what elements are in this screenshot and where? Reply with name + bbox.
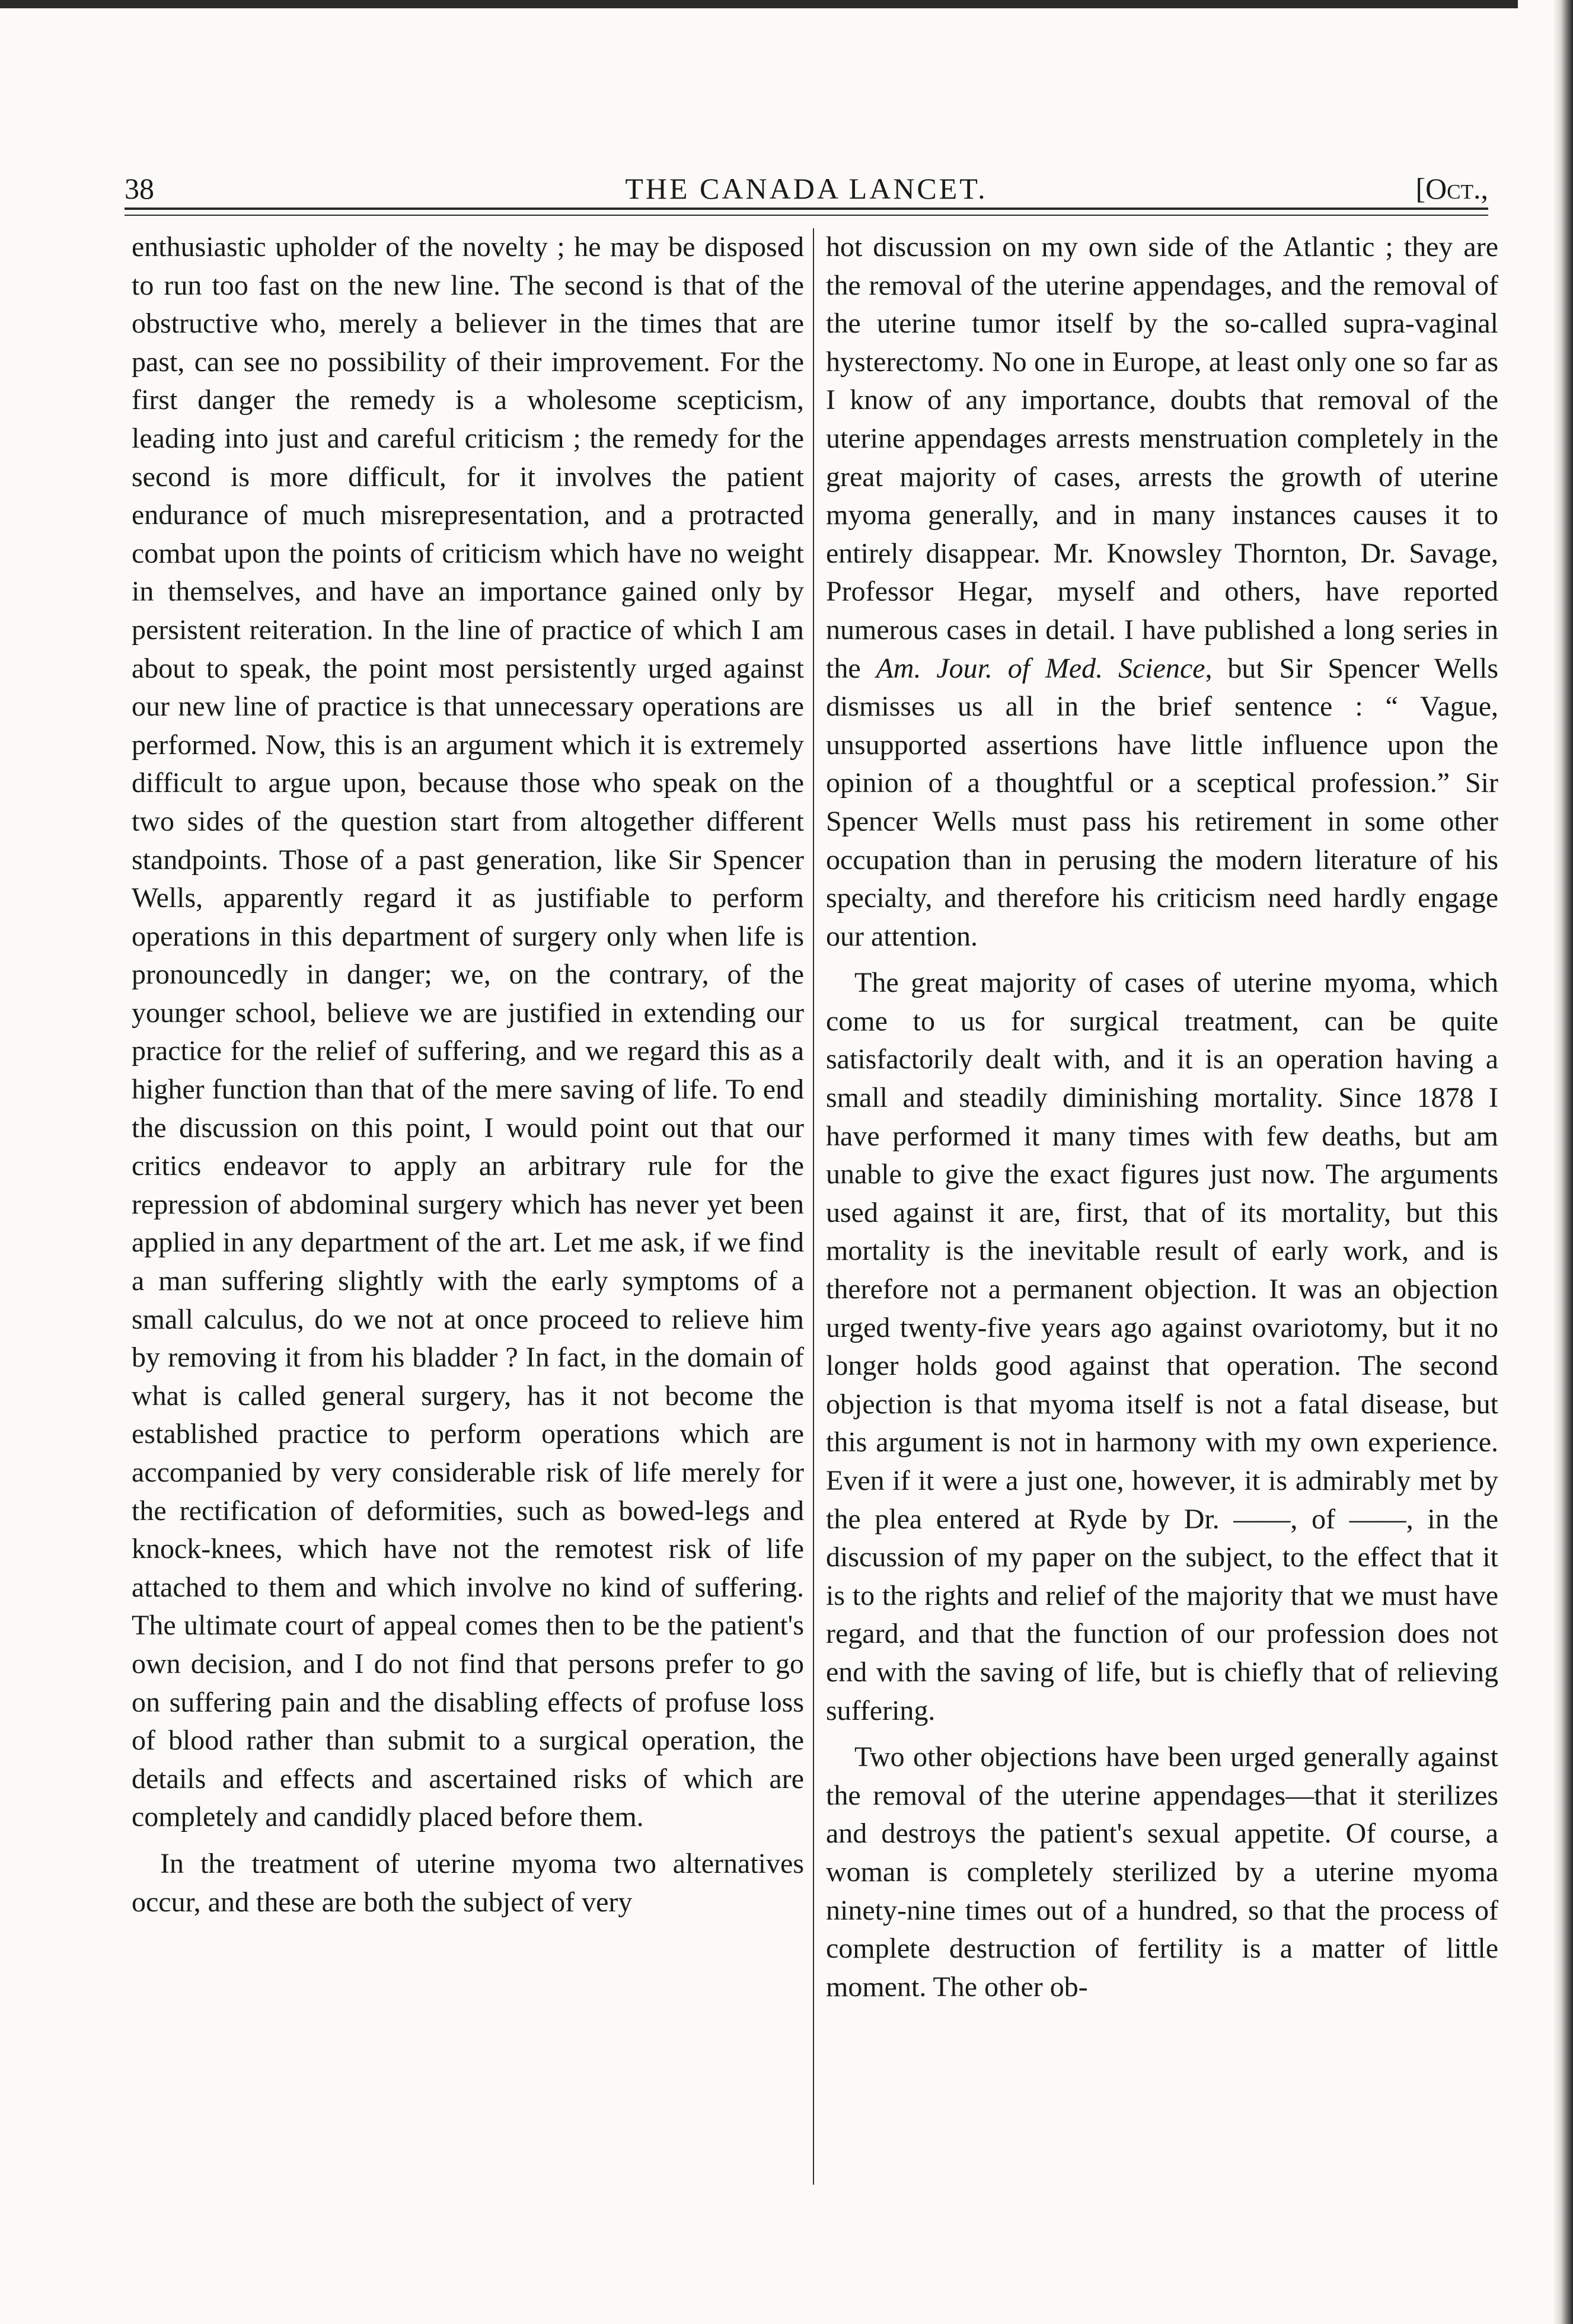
running-header xyxy=(125,165,1488,212)
right-paragraph-2: The great majority of cases of uterine myoma, which come to us for surgical treatment, can be quite satisfactorily dealt with, and it is an operation having a small and steadily diminishing mortality. Since 1878 I have performed it many times with few deaths, but am unable to give the exact figures just now. The arguments used against it are, first, that of its mortality, but this mortality is the inevitable result of early work, and is therefore not a permanent objection. It was an objection urged twenty-five years ago against ovariotomy, but it no longer holds good against that operation. The second objection is that myoma itself is not a fatal disease, but this argument is not in harmony with my own experience. Even if it were a just one, however, it is admirably met by the plea entered at Ryde by Dr. ——, of ——, in the discussion of my paper on the subject, to the effect that it is to the rights and relief of the majority that we must have regard, and that the function of our profession does not end with the saving of life, but is chiefly that of relieving suffering. xyxy=(826,967,1498,1726)
left-paragraph-2: In the treatment of uterine myoma two alternatives occur, and these are both the subject of very xyxy=(132,1847,804,1918)
right-paragraph-3: Two other objections have been urged generally against the removal of the uterine appendages—that it sterilizes and destroys the patient's sexual appetite. Of course, a woman is completely sterilized by a uterine myoma ninety-nine times out of a hundred, so that the process of complete destruction of fertility is a matter of little moment. The other ob- xyxy=(826,1741,1498,2003)
left-column xyxy=(132,228,804,2214)
scan-edge-shadow xyxy=(1553,0,1573,2324)
page-number: 38 xyxy=(125,172,154,205)
journal-citation: Am. Jour. of Med. Science xyxy=(876,652,1205,684)
column-divider xyxy=(813,228,814,2185)
right-column xyxy=(826,228,1498,2214)
header-rule-thin xyxy=(125,215,1488,216)
left-paragraph-1: enthusiastic upholder of the novelty ; he may be disposed to run too fast on the new line. The second is that of the obstructive who, merely a believer in the times that are past, can see no possibility of their improvement. For the first danger the remedy is a wholesome scepticism, leading into just and careful criticism ; the remedy for the second is more difficult, for it involves the patient endurance of much misrepresentation, and a protracted combat upon the points of criticism which have no weight in themselves, and have an importance gained only by persistent reiteration. In the line of practice of which I am about to speak, the point most persistently urged against our new line of practice is that unnecessary operations are performed. Now, this is an argument which it is extremely difficult to argue upon, because those who speak on the two sides of the question start from altogether different standpoints. Those of a past generation, like Sir Spencer Wells, apparently regard it as justifiable to perform operations in this department of surgery only when life is pronouncedly in danger; we, on the contrary, of the younger school, believe we are justified in extending our practice for the relief of suffering, and we regard this as a higher function than that of the mere saving of life. To end the discussion on this point, I would point out that our critics endeavor to apply an arbitrary rule for the repression of abdominal surgery which has never yet been applied in any department of the art. Let me ask, if we find a man suffering slightly with the early symptoms of a small calculus, do we not at once proceed to relieve him by removing it from his bladder ? In fact, in the domain of what is called general surgery, has it not become the established practice to perform operations which are accompanied by very considerable risk of life merely for the rectification of deformities, such as bowed-legs and knock-knees, which have not the remotest risk of life attached to them and which involve no kind of suffering. The ultimate court of appeal comes then to be the patient's own decision, and I do not find that persons prefer to go on suffering pain and the disabling effects of profuse loss of blood rather than submit to a surgical operation, the details and effects and ascertained risks of which are completely and candidly placed before them. xyxy=(132,231,804,1833)
right-paragraph-1 xyxy=(826,228,1498,956)
right-paragraph-1-part-b: , but Sir Spencer Wells dismisses us all in the brief sentence : “ Vague, unsupported assertions have little influence upon the opinion of a thoughtful or a sceptical profession.” Sir Spencer Wells must pass his retirement in some other occupation than in perusing the modern literature of his specialty, and therefore his criticism need hardly engage our attention. xyxy=(826,652,1499,952)
journal-title: THE CANADA LANCET. xyxy=(625,172,988,205)
issue-month: [Oct., xyxy=(1415,172,1488,205)
right-paragraph-1-part-a: hot discussion on my own side of the Atlantic ; they are the removal of the uterine appendages, and the removal of the uterine tumor itself by the so-called supra-vaginal hysterectomy. No one in Europe, at least only one so far as I know of any importance, doubts that removal of the uterine appendages arrests menstruation completely in the great majority of cases, arrests the growth of uterine myoma generally, and in many instances causes it to entirely disappear. Mr. Knowsley Thornton, Dr. Savage, Professor Hegar, myself and others, have reported numerous cases in detail. I have published a long series in the xyxy=(826,231,1498,684)
header-rule-thick xyxy=(125,208,1488,210)
top-border-rule xyxy=(0,0,1518,8)
